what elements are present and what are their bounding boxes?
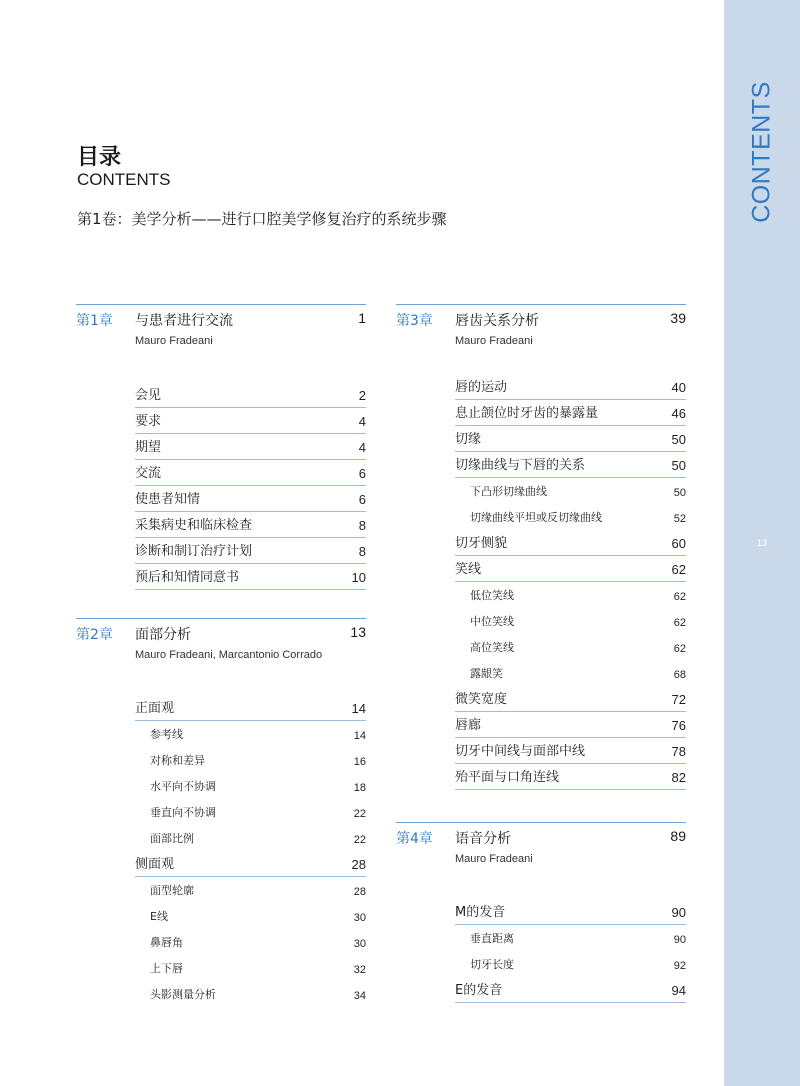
toc-subentry (455, 503, 686, 529)
toc-entry (455, 529, 686, 556)
chapter-heading (76, 618, 366, 643)
toc-entry (135, 433, 366, 460)
entry-title: 唇廊 (455, 718, 482, 733)
entry-page: 90 (671, 905, 686, 920)
entry-page: 22 (353, 834, 366, 846)
toc-subentry (455, 581, 686, 607)
entry-title: 殆平面与口角连线 (455, 770, 560, 785)
entry-title: 低位笑线 (470, 589, 514, 602)
entry-page: 50 (673, 487, 686, 499)
toc-entry (455, 425, 686, 452)
toc-subentry (455, 633, 686, 659)
toc-subentry (455, 924, 686, 950)
entry-title: 切缘 (455, 432, 482, 447)
entry-title: 交流 (135, 466, 162, 481)
entry-page: 4 (358, 414, 366, 429)
entry-page: 14 (351, 701, 366, 716)
chapter-number: 第1章 (76, 313, 113, 329)
entry-page: 46 (671, 406, 686, 421)
toc-subentry (135, 980, 366, 1006)
chapter-page: 39 (670, 310, 686, 326)
page-title-cn: 目录 (77, 145, 122, 170)
toc-subentry (135, 876, 366, 902)
entry-page: 16 (353, 756, 366, 768)
chapter-title: 与患者进行交流 (135, 313, 233, 329)
toc-entry (135, 485, 366, 512)
toc-entry (455, 763, 686, 790)
toc-entry (455, 685, 686, 712)
toc-entry (455, 451, 686, 478)
entry-page: 62 (671, 562, 686, 577)
toc-entry (135, 511, 366, 538)
entry-page: 78 (671, 744, 686, 759)
entry-page: 62 (673, 617, 686, 629)
toc-subentry (135, 772, 366, 798)
entry-title: 息止颌位时牙齿的暴露量 (455, 406, 599, 421)
entry-title: 露龈笑 (470, 667, 503, 680)
entry-title: 侧面观 (135, 857, 175, 872)
toc-entry (455, 976, 686, 1003)
chapter-heading (396, 304, 686, 329)
entry-page: 62 (673, 643, 686, 655)
toc-subentry (135, 720, 366, 746)
entry-title: 参考线 (150, 728, 183, 741)
entry-page: 8 (358, 544, 366, 559)
entry-title: 唇的运动 (455, 380, 508, 395)
chapter-number: 第3章 (396, 313, 433, 329)
chapter-page: 1 (358, 310, 366, 326)
entry-page: 6 (358, 466, 366, 481)
toc-entry (455, 737, 686, 764)
entry-title: 对称和差异 (150, 754, 205, 767)
toc-entry (135, 407, 366, 434)
toc-subentry (455, 607, 686, 633)
toc-entry (455, 399, 686, 426)
entry-title: 诊断和制订治疗计划 (135, 544, 253, 559)
toc-subentry (135, 746, 366, 772)
entry-page: 30 (353, 912, 366, 924)
entry-page: 68 (673, 669, 686, 681)
toc-entry (135, 563, 366, 590)
entry-title: M的发音 (455, 905, 506, 920)
entry-page: 40 (671, 380, 686, 395)
entry-title: E线 (150, 910, 168, 923)
toc-entry (455, 898, 686, 925)
entry-page: 52 (673, 513, 686, 525)
toc-entry (135, 459, 366, 486)
chapter-title: 面部分析 (135, 627, 191, 643)
entry-title: 水平向不协调 (150, 780, 216, 793)
entry-title: 要求 (135, 414, 162, 429)
entry-page: 60 (671, 536, 686, 551)
chapter-author: Mauro Fradeani (455, 335, 533, 347)
entry-page: 94 (671, 983, 686, 998)
toc-entry (135, 381, 366, 408)
page-number: 13 (756, 538, 767, 548)
volume-title: 第1卷：美学分析——进行口腔美学修复治疗的系统步骤 (77, 210, 447, 228)
chapter-heading (76, 304, 366, 329)
entry-title: 切牙侧貌 (455, 536, 508, 551)
entry-title: 切缘曲线平坦或反切缘曲线 (470, 511, 602, 524)
toc-subentry (455, 659, 686, 685)
entry-title: 笑线 (455, 562, 482, 577)
entry-page: 82 (671, 770, 686, 785)
entry-page: 4 (358, 440, 366, 455)
chapter-page: 89 (670, 828, 686, 844)
entry-page: 72 (671, 692, 686, 707)
entry-title: 切牙长度 (470, 958, 514, 971)
entry-title: 采集病史和临床检查 (135, 518, 253, 533)
toc-subentry (135, 954, 366, 980)
entry-page: 92 (673, 960, 686, 972)
toc-subentry (135, 902, 366, 928)
chapter-author: Mauro Fradeani (135, 335, 213, 347)
entry-page: 2 (358, 388, 366, 403)
chapter-author: Mauro Fradeani, Marcantonio Corrado (135, 649, 323, 661)
chapter-heading (396, 822, 686, 847)
toc-subentry (135, 928, 366, 954)
entry-page: 32 (353, 964, 366, 976)
entry-title: 面部比例 (150, 832, 194, 845)
toc-subentry (455, 477, 686, 503)
side-title (724, 0, 800, 320)
entry-page: 10 (351, 570, 366, 585)
entry-page: 8 (358, 518, 366, 533)
entry-title: 正面观 (135, 701, 175, 716)
entry-page: 34 (353, 990, 366, 1002)
entry-title: 头影测量分析 (150, 988, 216, 1001)
entry-page: 62 (673, 591, 686, 603)
toc-entry (135, 537, 366, 564)
entry-title: 预后和知情同意书 (135, 570, 240, 585)
entry-page: 50 (671, 458, 686, 473)
entry-page: 22 (353, 808, 366, 820)
entry-page: 90 (673, 934, 686, 946)
entry-title: E的发音 (455, 983, 503, 998)
entry-page: 28 (353, 886, 366, 898)
entry-title: 面型轮廓 (150, 884, 194, 897)
chapter-title: 语音分析 (455, 831, 511, 847)
entry-title: 会见 (135, 388, 162, 403)
entry-page: 30 (353, 938, 366, 950)
entry-title: 上下唇 (150, 962, 183, 975)
toc-subentry (455, 950, 686, 976)
entry-page: 14 (353, 730, 366, 742)
entry-page: 28 (351, 857, 366, 872)
entry-title: 期望 (135, 440, 162, 455)
entry-title: 鼻唇角 (150, 936, 183, 949)
entry-title: 下凸形切缘曲线 (470, 485, 547, 498)
chapter-author: Mauro Fradeani (455, 853, 533, 865)
entry-title: 切牙中间线与面部中线 (455, 744, 586, 759)
page-title-en: CONTENTS (77, 170, 171, 189)
entry-title: 微笑宽度 (455, 692, 508, 707)
entry-page: 18 (353, 782, 366, 794)
toc-entry (455, 711, 686, 738)
toc-subentry (135, 824, 366, 850)
toc-entry (135, 850, 366, 877)
toc-subentry (135, 798, 366, 824)
chapter-number: 第4章 (396, 831, 433, 847)
entry-title: 中位笑线 (470, 615, 514, 628)
entry-title: 垂直向不协调 (150, 806, 216, 819)
entry-title: 垂直距离 (470, 932, 514, 945)
chapter-title: 唇齿关系分析 (455, 313, 539, 329)
entry-page: 50 (671, 432, 686, 447)
toc-entry (455, 555, 686, 582)
entry-title: 高位笑线 (470, 641, 514, 654)
entry-page: 76 (671, 718, 686, 733)
chapter-page: 13 (350, 624, 366, 640)
entry-page: 6 (358, 492, 366, 507)
side-title-text: CONTENTS (747, 81, 776, 223)
chapter-number: 第2章 (76, 627, 113, 643)
toc-entry (455, 373, 686, 400)
toc-entry (135, 694, 366, 721)
entry-title: 使患者知情 (135, 492, 201, 507)
entry-title: 切缘曲线与下唇的关系 (455, 458, 586, 473)
